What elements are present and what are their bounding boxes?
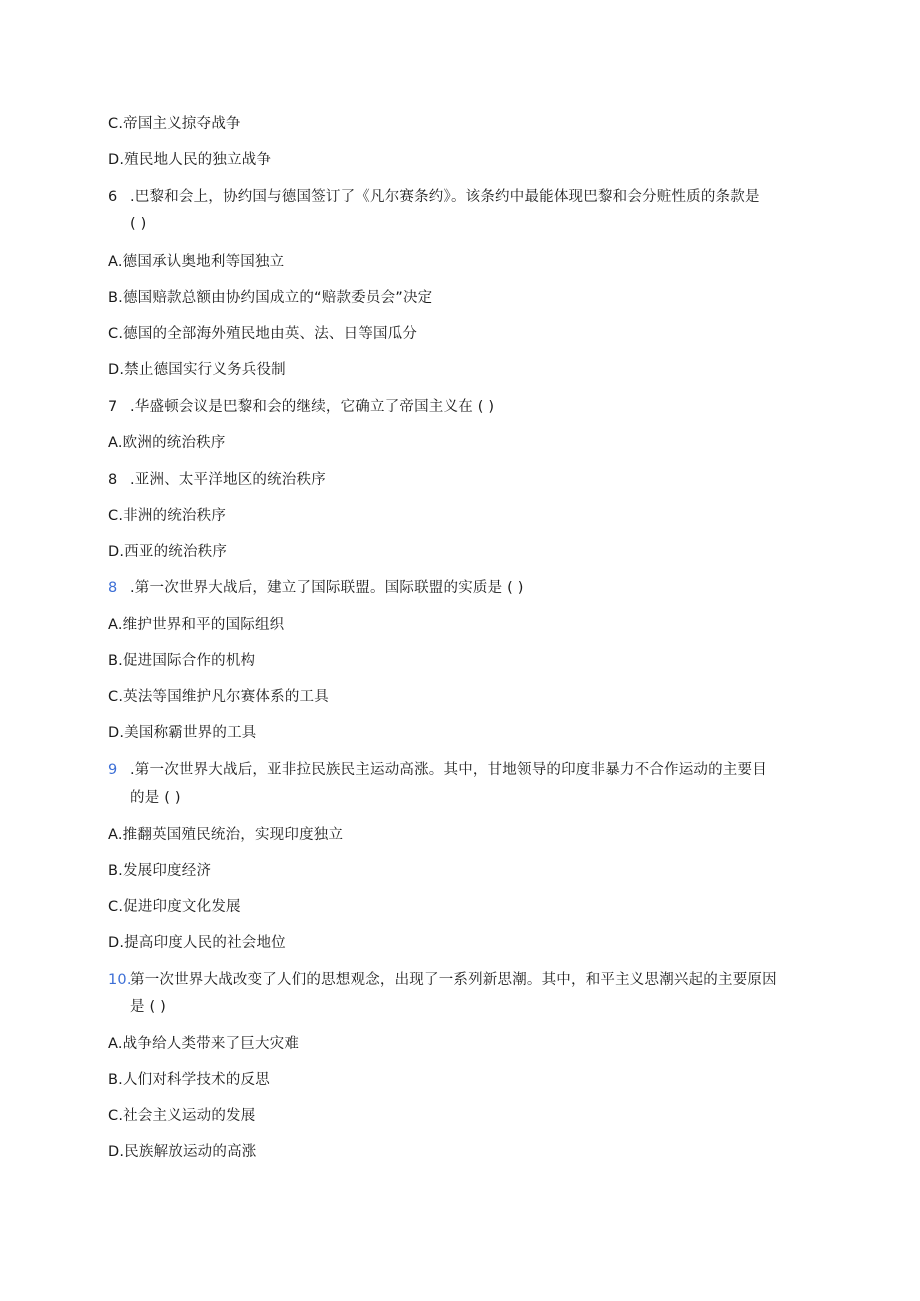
option-a: A.推翻英国殖民统治，实现印度独立 [108,827,344,843]
list-item-8 [108,470,326,490]
question-text: 第一次世界大战改变了人们的思想观念，出现了一系列新思潮。其中，和平主义思潮兴起的主要原因 [130,972,777,988]
option-d: D.民族解放运动的高涨 [108,1144,257,1160]
question-text: .第一次世界大战后，亚非拉民族民主运动高涨。其中，甘地领导的印度非暴力不合作运动的主要目 [130,762,767,778]
option-b: B.德国赔款总额由协约国成立的“赔款委员会”决定 [108,290,433,306]
question-text: .第一次世界大战后，建立了国际联盟。国际联盟的实质是 ( ) [130,580,524,596]
question-7 [108,397,494,417]
question-10 [108,970,777,990]
option-c: C.德国的全部海外殖民地由英、法、日等国瓜分 [108,326,418,342]
option-c: C.促进印度文化发展 [108,899,241,915]
option-b: B.人们对科学技术的反思 [108,1072,270,1088]
option-c: C.社会主义运动的发展 [108,1108,256,1124]
option-c: C.帝国主义掠夺战争 [108,116,241,132]
question-6 [108,187,760,207]
question-number: 7 [108,399,118,415]
question-number: 9 [108,762,118,778]
option-b: B.发展印度经济 [108,863,212,879]
option-a: A.欧洲的统治秩序 [108,435,226,451]
option-d: D.提高印度人民的社会地位 [108,935,286,951]
question-text-continued: 是 ( ) [130,999,167,1015]
question-number: 8 [108,580,118,596]
question-text-continued: ( ) [130,216,147,232]
question-9 [108,760,767,780]
option-d: D.殖民地人民的独立战争 [108,152,272,168]
question-text: .华盛顿会议是巴黎和会的继续，它确立了帝国主义在 ( ) [130,399,495,415]
option-d: D.禁止德国实行义务兵役制 [108,362,286,378]
question-number: 10. [108,972,132,988]
question-number: 8 [108,472,118,488]
option-a: A.战争给人类带来了巨大灾难 [108,1036,300,1052]
option-c: C.英法等国维护凡尔赛体系的工具 [108,689,329,705]
question-text: .亚洲、太平洋地区的统治秩序 [130,472,326,488]
question-text-continued: 的是 ( ) [130,790,181,806]
option-b: B.促进国际合作的机构 [108,653,256,669]
question-8 [108,578,524,598]
question-text: .巴黎和会上，协约国与德国签订了《凡尔赛条约》。该条约中最能体现巴黎和会分赃性质的条款是 [130,189,760,205]
option-a: A.德国承认奥地利等国独立 [108,254,285,270]
question-number: 6 [108,189,118,205]
option-c: C.非洲的统治秩序 [108,508,227,524]
option-d: D.美国称霸世界的工具 [108,725,257,741]
option-a: A.维护世界和平的国际组织 [108,617,285,633]
option-d: D.西亚的统治秩序 [108,544,228,560]
